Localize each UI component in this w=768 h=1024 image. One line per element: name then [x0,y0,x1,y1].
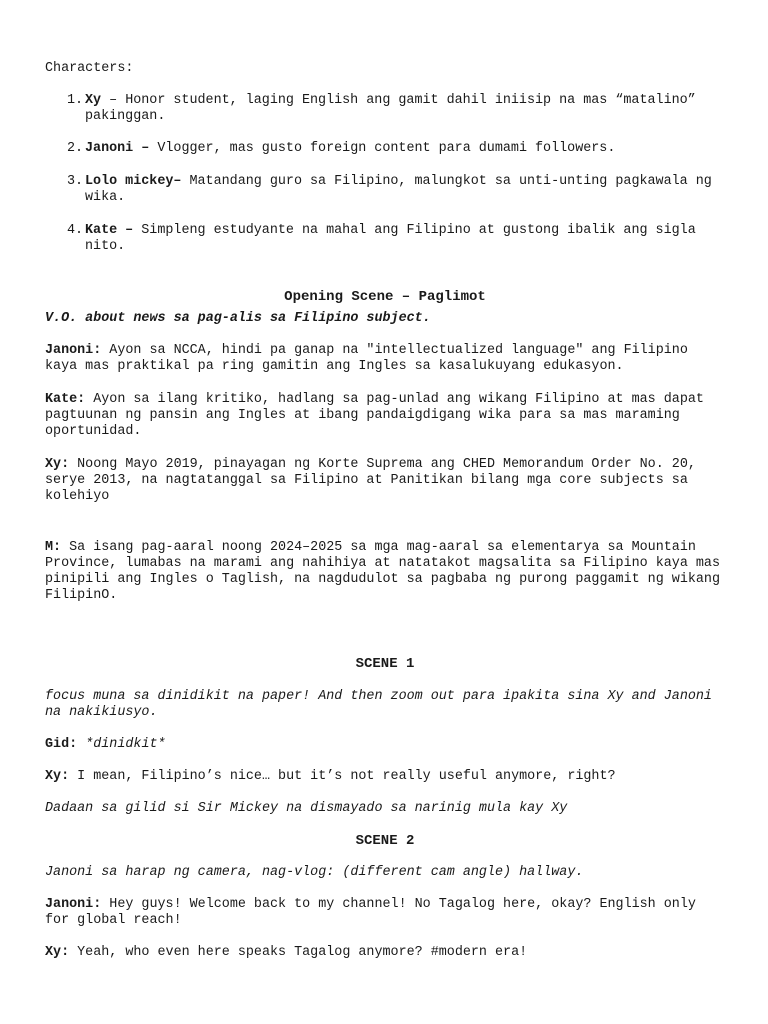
character-name: Xy [85,93,102,108]
character-description: Simpleng estudyante na mahal ang Filipino at gustong ibalik ang sigla nito. [85,223,696,254]
dialogue-text: I mean, Filipino’s nice… but it’s not really useful anymore, right? [69,769,616,784]
characters-heading: Characters: [45,61,134,76]
character-name: Lolo mickey– [85,174,182,189]
character-item-kate [45,223,725,255]
direction-text: focus muna sa dinidikit na paper! And then zoom out para ipakita sina Xy and Janoni na nakikiusyo. [45,689,712,720]
dialogue-m [45,540,725,604]
character-item-janoni [45,141,725,157]
dialogue-xy [45,457,725,505]
character-item-lolo-mickey [45,174,725,206]
action-text: *dinidkit* [85,737,166,752]
dialogue-text: Sa isang pag-aaral noong 2024–2025 sa mga mag-aaral sa elementarya sa Mountain Province, lumabas na marami ang nahihiya at natatakot magsalita sa Filipino kaya mas pinipili ang Ingles o Taglish, na nagdudulot sa pagbaba ng purong paggamit ng wikang FilipinO. [45,540,720,603]
list-number: 3. [67,174,84,189]
speaker-name: Janoni: [45,343,102,358]
list-number: 2. [67,141,84,156]
character-description: Vlogger, mas gusto foreign content para dumami followers. [157,141,616,156]
character-description: Honor student, laging English ang gamit dahil iniisip na mas “matalino” pakinggan. [85,93,696,124]
scene-1-direction [45,689,725,721]
voice-over-direction: V.O. about news sa pag-alis sa Filipino subject. [45,311,431,326]
dialogue-janoni-scene-2 [45,897,725,929]
dialogue-janoni [45,343,725,375]
scene-2-direction [45,865,725,881]
direction-text: Dadaan sa gilid si Sir Mickey na dismayado sa narinig mula kay Xy [45,801,568,816]
dialogue-text: Hey guys! Welcome back to my channel! No Tagalog here, okay? English only for global reach! [45,897,696,928]
speaker-name: Gid: [45,737,78,752]
script-document [45,61,725,961]
speaker-name: Kate: [45,392,86,407]
list-number: 1. [67,93,84,108]
speaker-name: M: [45,540,62,555]
character-separator: – [101,93,126,108]
speaker-name: Xy: [45,769,70,784]
dialogue-text: Ayon sa ilang kritiko, hadlang sa pag-unlad ang wikang Filipino at mas dapat pagtuunan ng pansin ang Ingles at ibang pandaigdigang wika para sa mas maraming oportunidad. [45,392,704,439]
scene-1-direction-2 [45,801,725,817]
speaker-name: Janoni: [45,897,102,912]
speaker-name: Xy: [45,457,70,472]
scene-1-title: SCENE 1 [355,656,415,672]
dialogue-text: Ayon sa NCCA, hindi pa ganap na "intellectualized language" ang Filipino kaya mas praktikal pa ring gamitin ang Ingles sa kasalukuyang edukasyon. [45,343,688,374]
direction-text: Janoni sa harap ng camera, nag-vlog: (different cam angle) hallway. [45,865,584,880]
dialogue-xy-scene-1 [45,769,725,785]
dialogue-text: Noong Mayo 2019, pinayagan ng Korte Suprema ang CHED Memorandum Order No. 20, serye 2013, na nagtatanggal sa Filipino at Panitikan bilang mga core subjects sa kolehiyo [45,457,696,504]
character-name: Kate – [85,223,134,238]
dialogue-gid [45,737,725,753]
character-item-xy [45,93,725,125]
character-name: Janoni – [85,141,150,156]
list-number: 4. [67,223,84,238]
dialogue-kate [45,392,725,440]
dialogue-text: Yeah, who even here speaks Tagalog anymore? #modern era! [69,945,528,960]
scene-2-title: SCENE 2 [355,833,415,849]
characters-list [45,93,725,255]
character-description: Matandang guro sa Filipino, malungkot sa unti-unting pagkawala ng wika. [85,174,712,205]
dialogue-xy-scene-2 [45,945,725,961]
opening-scene-title: Opening Scene – Paglimot [284,289,486,305]
speaker-name: Xy: [45,945,70,960]
